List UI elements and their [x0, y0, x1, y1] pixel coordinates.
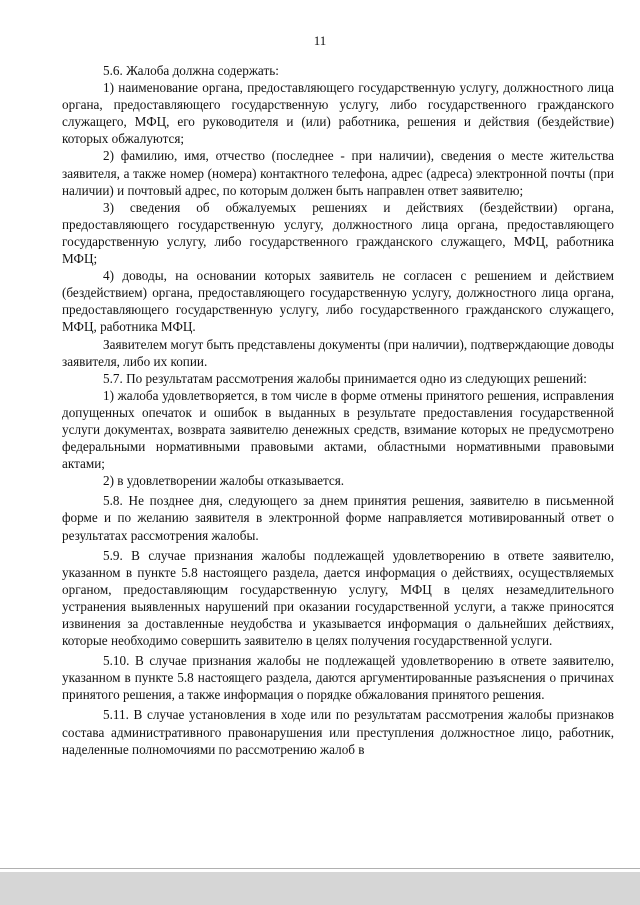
- paragraph-5-6-item-1: 1) наименование органа, предоставляющего государственную услугу, должностного лица органа, предоставляющего государственную услугу, либо государственного гражданского служащего, МФЦ, его руководителя и (или) работника, решения и действия (бездействие) которых обжалуются;: [62, 80, 614, 147]
- paragraph-5-7: 5.7. По результатам рассмотрения жалобы принимается одно из следующих решений:: [103, 370, 587, 386]
- paragraph-5-9: 5.9. В случае признания жалобы подлежащей удовлетворению в ответе заявителю, указанном в пункте 5.8 настоящего раздела, дается информация о действиях, осуществляемых органом, предоставляющим государственную услугу, МФЦ в целях незамедлительного устранения выявленных нарушений при оказании государственной услуги, а также приносятся извинения за доставленные неудобства и указывается информация о дальнейших действиях, которые необходимо совершить заявителю в целях получения государственной услуги.: [62, 547, 614, 649]
- paragraph-5-7-item-1: 1) жалоба удовлетворяется, в том числе в форме отмены принятого решения, исправления допущенных опечаток и ошибок в выданных в результате предоставления государственной услуги документах, возврата заявителю денежных средств, взимание которых не предусмотрено федеральными нормативными правовыми актами, областными нормативными правовыми актами;: [62, 387, 614, 472]
- scan-edge-line: [0, 868, 640, 869]
- document-body: [62, 62, 614, 758]
- paragraph-5-11: 5.11. В случае установления в ходе или по результатам рассмотрения жалобы признаков состава административного правонарушения или преступления должностное лицо, работник, наделенные полномочиями по рассмотрению жалоб в: [62, 707, 614, 757]
- paragraph-5-6-item-2: 2) фамилию, имя, отчество (последнее - при наличии), сведения о месте жительства заявителя, а также номер (номера) контактного телефона, адрес (адреса) электронной почты (при наличии) и почтовый адрес, по которым должен быть направлен ответ заявителю;: [62, 148, 614, 198]
- page-number: 11: [313, 33, 327, 48]
- paragraph-5-6-item-4: 4) доводы, на основании которых заявитель не согласен с решением и действием (бездействием) органа, предоставляющего государственную услугу, должностного лица органа, предоставляющего государственную услугу, либо государственного гражданского служащего, МФЦ, работника МФЦ.: [62, 268, 614, 335]
- paragraph-5-6: 5.6. Жалоба должна содержать:: [103, 63, 279, 78]
- paragraph-5-8: 5.8. Не позднее дня, следующего за днем принятия решения, заявителю в письменной форме и по желанию заявителя в электронной форме направляется мотивированный ответ о результатах рассмотрения жалобы.: [62, 493, 614, 543]
- scan-bottom-margin: [0, 872, 640, 905]
- paragraph-documents: Заявителем могут быть представлены документы (при наличии), подтверждающие доводы заявителя, либо их копии.: [62, 336, 614, 369]
- paragraph-5-7-item-2: 2) в удовлетворении жалобы отказывается.: [103, 473, 345, 489]
- paragraph-5-6-item-3: 3) сведения об обжалуемых решениях и действиях (бездействии) органа, предоставляющего государственную услугу, должностного лица органа, предоставляющего государственную услугу, либо государственного гражданского служащего, МФЦ, работника МФЦ;: [62, 199, 614, 267]
- paragraph-5-10: 5.10. В случае признания жалобы не подлежащей удовлетворению в ответе заявителю, указанном в пункте 5.8 настоящего раздела, даются аргументированные разъяснения о причинах принятого решения, а также информация о порядке обжалования принятого решения.: [62, 653, 614, 703]
